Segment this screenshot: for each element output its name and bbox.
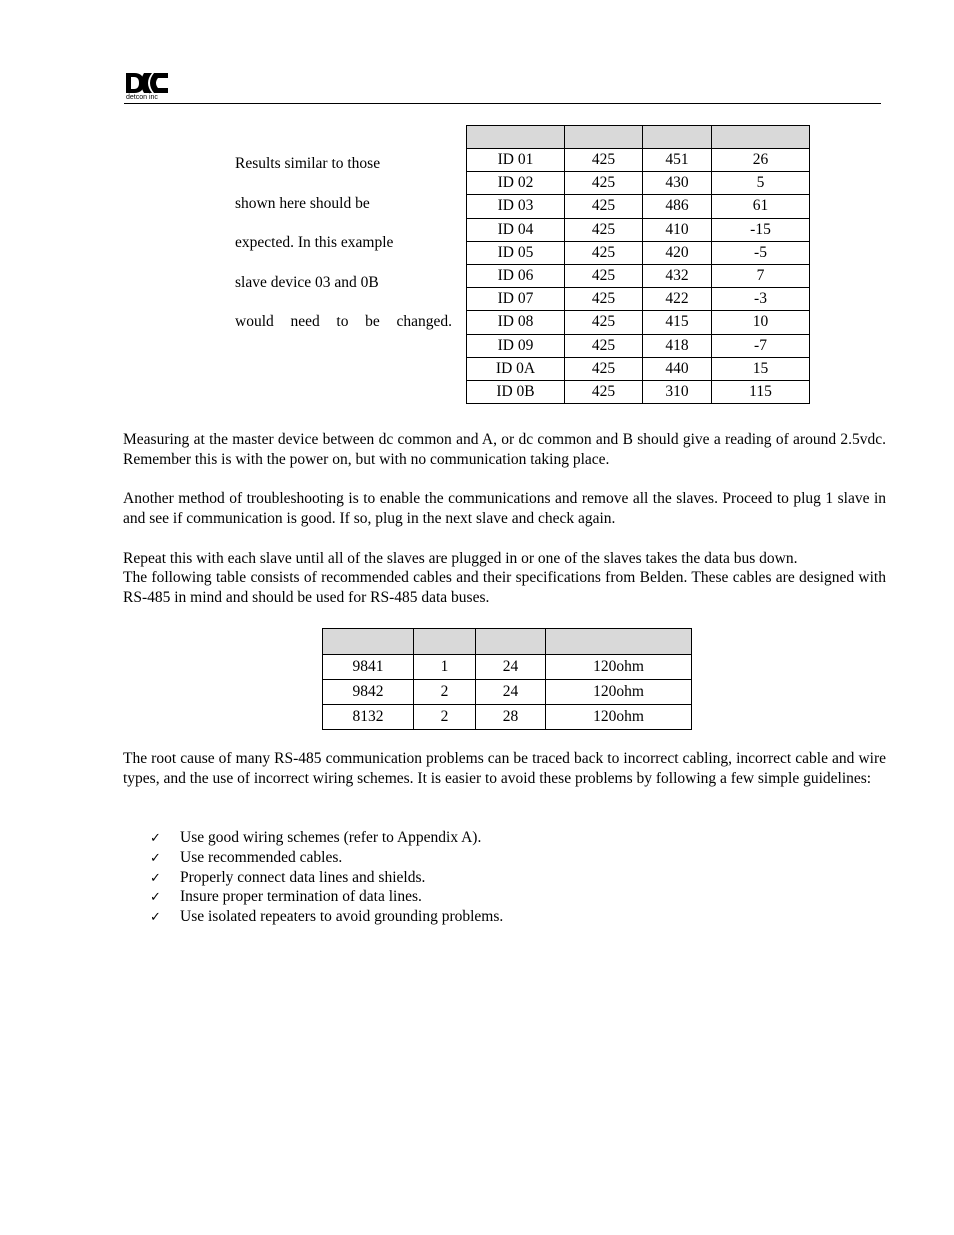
table-cell: ID 03 [467,195,565,218]
table-cell: 2 [414,680,476,705]
side-text-line: Results similar to those [235,155,381,172]
side-text-line: expected. In this example [235,234,394,252]
table-header-row [467,126,810,149]
table-cell: 440 [643,357,712,380]
table-cell: 425 [565,334,643,357]
table-cell: 310 [643,380,712,403]
table-cell: 9842 [323,680,414,705]
logo-text: detcon inc [126,94,158,101]
table-row [467,172,810,195]
table-cell: 425 [565,264,643,287]
table-cell: -5 [712,241,810,264]
table-cell: 486 [643,195,712,218]
side-text-line: slave device 03 and 0B [235,273,379,291]
checklist-item [150,828,503,848]
checkmark-icon: ✓ [150,910,161,926]
checkmark-icon: ✓ [150,831,161,846]
paragraph-root-cause: The root cause of many RS-485 communication problems can be traced back to incorrect cabling, incorrect cable and wire types, and the use of incorrect wiring schemes. It is easier to avoid these problems by following a few simple guidelines: [123,750,886,787]
table-cell: 422 [643,288,712,311]
table-header-cell [467,126,565,149]
table-cell: -7 [712,334,810,357]
table-row [467,288,810,311]
table-header-row [323,629,692,655]
table-row [467,264,810,287]
checklist-item [150,887,503,907]
paragraph-master-measurement: Measuring at the master device between dc common and A, or dc common and B should give a reading of around 2.5vdc. Remember this is with the power on, but with no communication taking place. [123,431,886,468]
table-cell: 120ohm [546,705,692,730]
table-cell: ID 09 [467,334,565,357]
table-cell: 425 [565,311,643,334]
side-text-line: shown here should be [235,194,370,212]
checklist-item-label: Properly connect data lines and shields. [180,868,426,886]
table-cell: 418 [643,334,712,357]
table-cell: ID 04 [467,218,565,241]
table-cell: 9841 [323,655,414,680]
table-cell: ID 0B [467,380,565,403]
table-row [467,380,810,403]
table-cell: ID 01 [467,149,565,172]
table-header-cell [476,629,546,655]
table-cell: 432 [643,264,712,287]
checklist-item [150,868,503,888]
table-cell: 28 [476,705,546,730]
cable-spec-table [322,628,692,730]
table-cell: ID 0A [467,357,565,380]
side-text-line: would need to be changed. [235,313,452,331]
checklist-item-label: Use recommended cables. [180,848,343,866]
table-cell: 425 [565,288,643,311]
checklist-item-label: Insure proper termination of data lines. [180,888,422,906]
checklist-item [150,848,503,868]
table-row [467,357,810,380]
table-cell: 26 [712,149,810,172]
paragraph-cable-table-intro: The following table consists of recommended cables and their specifications from Belden. These cables are designed with RS-485 in mind and should be used for RS-485 data buses. [123,569,886,606]
checkmark-icon: ✓ [150,850,161,866]
table-row [467,149,810,172]
guidelines-checklist [150,828,503,927]
paragraph-repeat: Repeat this with each slave until all of the slaves are plugged in or one of the slaves takes the data bus down. [123,550,798,567]
checklist-item [150,907,503,927]
table-cell: 15 [712,357,810,380]
paragraph-troubleshooting: Another method of troubleshooting is to enable the communications and remove all the slaves. Proceed to plug 1 slave in and see if communication is good. If so, plug in the next slave and check again. [123,490,886,527]
table-cell: 425 [565,149,643,172]
table-row [467,334,810,357]
table-cell: 7 [712,264,810,287]
table-row [323,655,692,680]
table-cell: 425 [565,380,643,403]
table-cell: ID 07 [467,288,565,311]
table-cell: ID 05 [467,241,565,264]
checklist-item-label: Use good wiring schemes (refer to Appendix A). [180,829,482,846]
side-text [235,154,452,352]
table-row [467,195,810,218]
table-cell: 425 [565,218,643,241]
table-cell: -3 [712,288,810,311]
table-header-cell [565,126,643,149]
table-cell: 120ohm [546,655,692,680]
table-header-cell [712,126,810,149]
table-cell: 61 [712,195,810,218]
table-cell: -15 [712,218,810,241]
table-cell: ID 06 [467,264,565,287]
table-cell: ID 02 [467,172,565,195]
table-cell: 425 [565,172,643,195]
table-cell: ID 08 [467,311,565,334]
checkmark-icon: ✓ [150,890,161,906]
table-cell: 8132 [323,705,414,730]
table-row [323,680,692,705]
table-cell: 451 [643,149,712,172]
table-header-cell [546,629,692,655]
slave-readings-table [466,125,810,404]
checkmark-icon: ✓ [150,870,161,886]
table-cell: 425 [565,357,643,380]
table-cell: 115 [712,380,810,403]
table-row [467,241,810,264]
table-header-cell [323,629,414,655]
table-cell: 10 [712,311,810,334]
table-cell: 425 [565,241,643,264]
table-header-cell [414,629,476,655]
table-cell: 120ohm [546,680,692,705]
table-cell: 430 [643,172,712,195]
table-cell: 410 [643,218,712,241]
table-cell: 415 [643,311,712,334]
table-cell: 24 [476,655,546,680]
table-cell: 1 [414,655,476,680]
table-cell: 420 [643,241,712,264]
table-row [323,705,692,730]
table-row [467,311,810,334]
checklist-item-label: Use isolated repeaters to avoid grounding problems. [180,908,504,926]
table-cell: 5 [712,172,810,195]
table-header-cell [643,126,712,149]
table-cell: 24 [476,680,546,705]
header-rule [124,103,881,104]
table-cell: 2 [414,705,476,730]
table-row [467,218,810,241]
table-cell: 425 [565,195,643,218]
